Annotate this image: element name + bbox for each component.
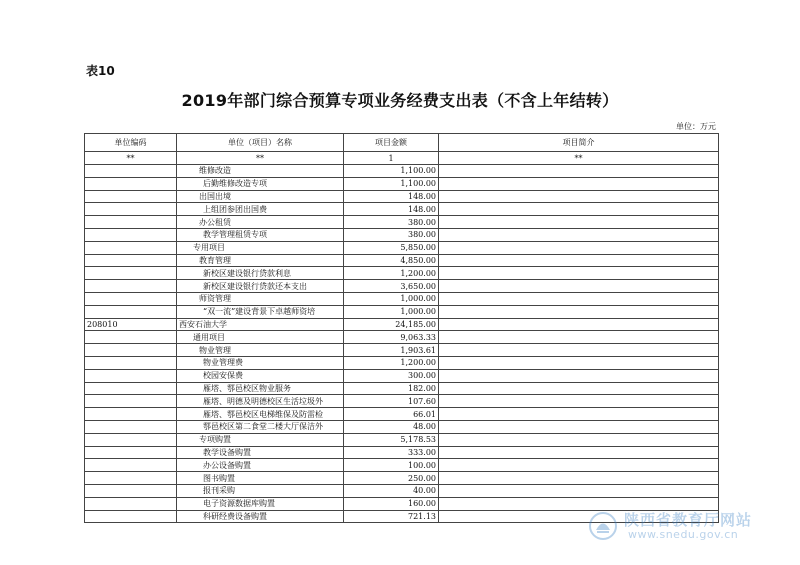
table-row <box>85 484 719 497</box>
row-code <box>85 305 177 318</box>
row-name: 图书购置 <box>177 472 344 485</box>
table-row <box>85 420 719 433</box>
table-row <box>85 369 719 382</box>
row-amount: 1,100.00 <box>344 177 439 190</box>
row-code <box>85 190 177 203</box>
row-amount: 24,185.00 <box>344 318 439 331</box>
table-header-row <box>85 134 719 152</box>
row-name: 后勤维修改造专项 <box>177 177 344 190</box>
row-name: 物业管理费 <box>177 356 344 369</box>
row-name: 办公设备购置 <box>177 459 344 472</box>
column-header-amount: 项目金额 <box>344 134 439 152</box>
table-marker-row <box>85 152 719 165</box>
row-code: 208010 <box>85 318 177 331</box>
row-desc <box>439 228 719 241</box>
row-code <box>85 203 177 216</box>
row-name: 出国出境 <box>177 190 344 203</box>
budget-table-body <box>85 134 719 523</box>
row-code <box>85 446 177 459</box>
row-desc <box>439 190 719 203</box>
row-code <box>85 497 177 510</box>
column-header-desc: 项目简介 <box>439 134 719 152</box>
row-name: 校园安保费 <box>177 369 344 382</box>
table-row <box>85 472 719 485</box>
row-name: 教学管理租赁专项 <box>177 228 344 241</box>
row-amount: 3,650.00 <box>344 280 439 293</box>
row-desc <box>439 254 719 267</box>
row-amount: 9,063.33 <box>344 331 439 344</box>
row-amount: 1,000.00 <box>344 305 439 318</box>
row-amount: 66.01 <box>344 408 439 421</box>
row-amount: 1,200.00 <box>344 267 439 280</box>
table-row <box>85 165 719 178</box>
table-row <box>85 344 719 357</box>
row-amount: 1,100.00 <box>344 165 439 178</box>
row-amount: 5,850.00 <box>344 241 439 254</box>
row-code <box>85 241 177 254</box>
table-row <box>85 292 719 305</box>
row-desc <box>439 395 719 408</box>
row-amount: 1,000.00 <box>344 292 439 305</box>
table-row <box>85 356 719 369</box>
row-name: 电子资源数据库购置 <box>177 497 344 510</box>
row-desc <box>439 356 719 369</box>
table-row <box>85 177 719 190</box>
row-code <box>85 216 177 229</box>
table-row <box>85 382 719 395</box>
row-desc <box>439 318 719 331</box>
table-row <box>85 446 719 459</box>
row-desc <box>439 292 719 305</box>
row-amount: 1,200.00 <box>344 356 439 369</box>
page-title: 2019年部门综合预算专项业务经费支出表（不含上年结转） <box>181 91 619 110</box>
row-name: 报刊采购 <box>177 484 344 497</box>
row-name: 维修改造 <box>177 165 344 178</box>
row-desc <box>439 382 719 395</box>
row-name: 雁塔、鄠邑校区电梯维保及防雷检 <box>177 408 344 421</box>
marker-code: ** <box>85 152 177 165</box>
row-amount: 107.60 <box>344 395 439 408</box>
row-code <box>85 382 177 395</box>
row-desc <box>439 459 719 472</box>
unit-label: 单位：万元 <box>676 122 716 131</box>
row-name: 西安石油大学 <box>177 318 344 331</box>
row-name: 办公租赁 <box>177 216 344 229</box>
row-amount: 250.00 <box>344 472 439 485</box>
row-amount: 148.00 <box>344 203 439 216</box>
row-desc <box>439 216 719 229</box>
row-code <box>85 459 177 472</box>
watermark-name: 陕西省教育厅网站 <box>624 511 753 529</box>
row-code <box>85 280 177 293</box>
row-code <box>85 331 177 344</box>
row-desc <box>439 267 719 280</box>
table-row <box>85 395 719 408</box>
row-desc <box>439 472 719 485</box>
row-name: 雁塔、鄠邑校区物业服务 <box>177 382 344 395</box>
table-row <box>85 408 719 421</box>
row-code <box>85 395 177 408</box>
table-row <box>85 216 719 229</box>
row-code <box>85 472 177 485</box>
row-code <box>85 420 177 433</box>
row-name: 科研经费设备购置 <box>177 510 344 523</box>
column-header-name: 单位（项目）名称 <box>177 134 344 152</box>
row-code <box>85 408 177 421</box>
row-desc <box>439 484 719 497</box>
watermark <box>588 509 778 545</box>
table-row <box>85 305 719 318</box>
budget-table <box>84 133 719 523</box>
row-desc <box>439 331 719 344</box>
row-code <box>85 484 177 497</box>
column-header-code: 单位编码 <box>85 134 177 152</box>
table-row <box>85 459 719 472</box>
row-amount: 182.00 <box>344 382 439 395</box>
row-desc <box>439 165 719 178</box>
row-code <box>85 344 177 357</box>
table-number: 表10 <box>86 64 115 78</box>
row-name: 物业管理 <box>177 344 344 357</box>
table-row <box>85 433 719 446</box>
row-code <box>85 267 177 280</box>
row-amount: 4,850.00 <box>344 254 439 267</box>
row-name: 专用项目 <box>177 241 344 254</box>
table-row <box>85 318 719 331</box>
table-row <box>85 190 719 203</box>
row-code <box>85 254 177 267</box>
watermark-logo-icon <box>588 511 618 541</box>
row-code <box>85 177 177 190</box>
table-row <box>85 267 719 280</box>
row-amount: 48.00 <box>344 420 439 433</box>
row-amount: 333.00 <box>344 446 439 459</box>
row-name: 师资管理 <box>177 292 344 305</box>
table-row <box>85 228 719 241</box>
marker-amount: 1 <box>344 152 439 165</box>
watermark-url: www.snedu.gov.cn <box>628 528 739 541</box>
row-name: “双一流”建设背景下卓越师资培 <box>177 305 344 318</box>
marker-desc: ** <box>439 152 719 165</box>
row-desc <box>439 280 719 293</box>
row-desc <box>439 446 719 459</box>
row-amount: 721.13 <box>344 510 439 523</box>
table-row <box>85 280 719 293</box>
row-desc <box>439 241 719 254</box>
table-row <box>85 241 719 254</box>
row-name: 通用项目 <box>177 331 344 344</box>
row-code <box>85 369 177 382</box>
table-row <box>85 331 719 344</box>
row-name: 新校区建设银行贷款利息 <box>177 267 344 280</box>
row-desc <box>439 420 719 433</box>
row-name: 专项购置 <box>177 433 344 446</box>
row-desc <box>439 408 719 421</box>
row-amount: 300.00 <box>344 369 439 382</box>
row-code <box>85 510 177 523</box>
table-row <box>85 203 719 216</box>
row-desc <box>439 203 719 216</box>
row-desc <box>439 177 719 190</box>
row-amount: 380.00 <box>344 216 439 229</box>
row-amount: 148.00 <box>344 190 439 203</box>
row-amount: 160.00 <box>344 497 439 510</box>
row-amount: 100.00 <box>344 459 439 472</box>
row-code <box>85 165 177 178</box>
row-name: 鄠邑校区第二食堂二楼大厅保洁外 <box>177 420 344 433</box>
row-desc <box>439 344 719 357</box>
row-name: 教育管理 <box>177 254 344 267</box>
row-name: 教学设备购置 <box>177 446 344 459</box>
row-amount: 5,178.53 <box>344 433 439 446</box>
row-code <box>85 433 177 446</box>
row-amount: 1,903.61 <box>344 344 439 357</box>
row-desc <box>439 369 719 382</box>
row-code <box>85 292 177 305</box>
row-desc <box>439 305 719 318</box>
row-code <box>85 356 177 369</box>
row-amount: 380.00 <box>344 228 439 241</box>
table-row <box>85 254 719 267</box>
row-amount: 40.00 <box>344 484 439 497</box>
row-desc <box>439 433 719 446</box>
row-code <box>85 228 177 241</box>
row-name: 雁塔、明德及明德校区生活垃圾外 <box>177 395 344 408</box>
marker-name: ** <box>177 152 344 165</box>
row-name: 新校区建设银行贷款还本支出 <box>177 280 344 293</box>
row-name: 上组团参团出国费 <box>177 203 344 216</box>
